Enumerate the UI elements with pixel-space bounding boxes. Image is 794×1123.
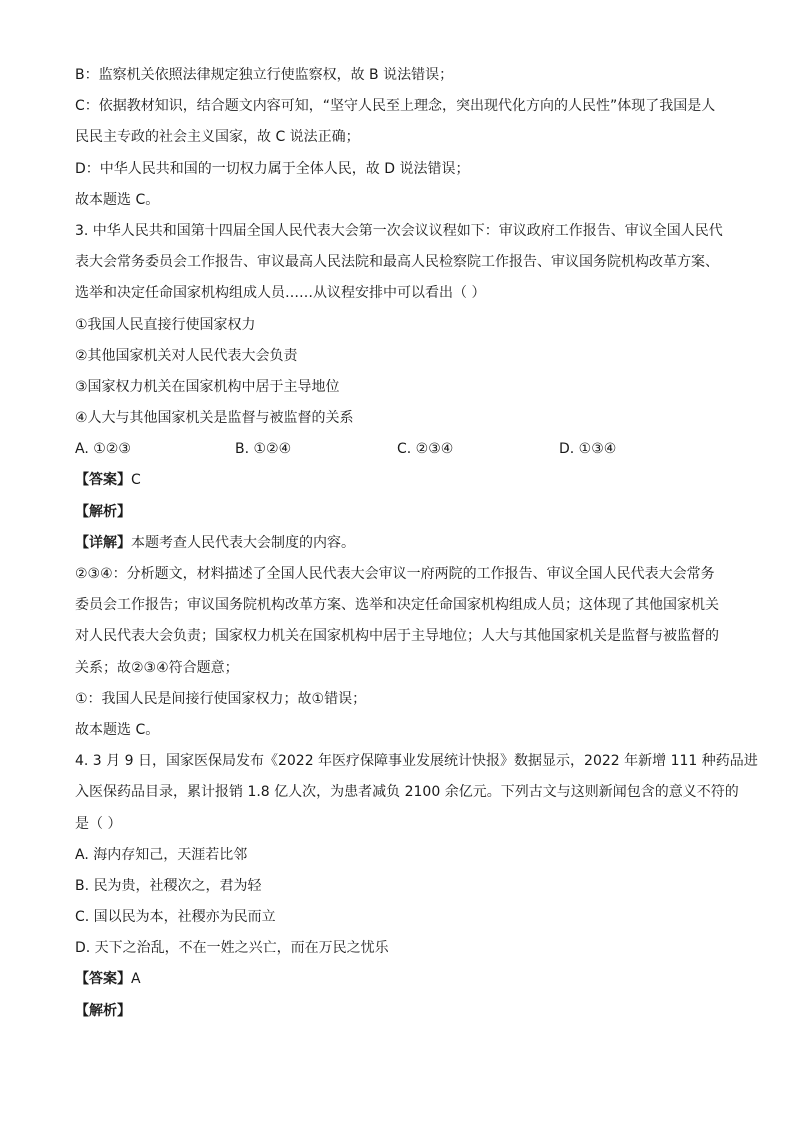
q3-explanation-line-1: ②③④：分析题文，材料描述了全国人民代表大会审议一府两院的工作报告、审议全国人民代表大会常务 [75, 566, 715, 582]
q4-stem-line-1: 4. 3 月 9 日，国家医保局发布《2022 年医疗保障事业发展统计快报》数据显示，2022 年新增 111 种药品进 [75, 753, 758, 770]
answer-tag: 【答案】 [75, 472, 131, 489]
q3-statement-1: ①我国人民直接行使国家权力 [75, 316, 256, 333]
option-b-explanation: B：监察机关依照法律规定独立行使监察权，故 B 说法错误； [75, 67, 454, 83]
q3-explanation-line-4: 关系；故②③④符合题意； [75, 659, 239, 676]
detail-tag: 【详解】 [75, 534, 131, 551]
analysis-tag: 【解析】 [75, 1002, 131, 1019]
detail-text: 本题考查人民代表大会制度的内容。 [131, 534, 355, 551]
q3-statement-3: ③国家权力机关在国家机构中居于主导地位 [75, 378, 340, 395]
answer-value: A [131, 971, 141, 988]
q3-explanation-line-3: 对人民代表大会负责；国家权力机关在国家机构中居于主导地位；人大与其他国家机关是监督与被监督的 [75, 628, 719, 645]
previous-conclusion: 故本题选 C。 [75, 191, 160, 208]
q3-option-d: D. ①③④ [559, 441, 617, 458]
q4-option-a: A. 海内存知己，天涯若比邻 [75, 846, 248, 863]
q3-explanation-line-5: ①：我国人民是间接行使国家权力；故①错误； [75, 690, 367, 707]
q3-conclusion: 故本题选 C。 [75, 721, 160, 738]
q3-stem-line-3: 选举和决定任命国家机构组成人员……从议程安排中可以看出（ ） [75, 285, 486, 302]
q4-option-d: D. 天下之治乱，不在一姓之兴亡，而在万民之忧乐 [75, 940, 389, 957]
q3-option-a: A. ①②③ [75, 441, 131, 458]
q3-detail [75, 532, 725, 554]
q3-option-b: B. ①②④ [235, 441, 292, 458]
option-c-explanation-line-1: C：依据教材知识，结合题文内容可知，“坚守人民至上理念，突出现代化方向的人民性”体现了我国是人 [75, 98, 716, 115]
q3-options [75, 438, 725, 460]
document-page [75, 64, 758, 1031]
q3-stem-line-2: 表大会常务委员会工作报告、审议最高人民法院和最高人民检察院工作报告、审议国务院机构改革方案、 [75, 254, 719, 271]
q3-analysis-heading [75, 501, 725, 523]
q3-option-c: C. ②③④ [397, 441, 454, 458]
q4-answer [75, 968, 725, 990]
answer-tag: 【答案】 [75, 971, 131, 988]
q4-stem-line-3: 是（ ） [75, 815, 122, 832]
q3-stem-line-1: 3. 中华人民共和国第十四届全国人民代表大会第一次会议议程如下：审议政府工作报告、审议全国人民代 [75, 222, 723, 239]
q4-option-b: B. 民为贵，社稷次之，君为轻 [75, 877, 262, 894]
analysis-tag: 【解析】 [75, 503, 131, 520]
q3-explanation-line-2: 委员会工作报告；审议国务院机构改革方案、选举和决定任命国家机构组成人员；这体现了其他国家机关 [75, 597, 719, 614]
answer-value: C [131, 472, 141, 489]
q3-statement-2: ②其他国家机关对人民代表大会负责 [75, 347, 298, 364]
q4-analysis-heading [75, 1000, 725, 1022]
q4-option-c: C. 国以民为本，社稷亦为民而立 [75, 909, 276, 926]
option-d-explanation: D：中华人民共和国的一切权力属于全体人民，故 D 说法错误； [75, 160, 470, 177]
option-c-explanation-line-2: 民民主专政的社会主义国家，故 C 说法正确； [75, 129, 360, 146]
q3-statement-4: ④人大与其他国家机关是监督与被监督的关系 [75, 410, 354, 427]
q4-stem-line-2: 入医保药品目录，累计报销 1.8 亿人次，为患者减负 2100 余亿元。下列古文与这则新闻包含的意义不符的 [75, 784, 739, 801]
q3-answer [75, 469, 725, 491]
